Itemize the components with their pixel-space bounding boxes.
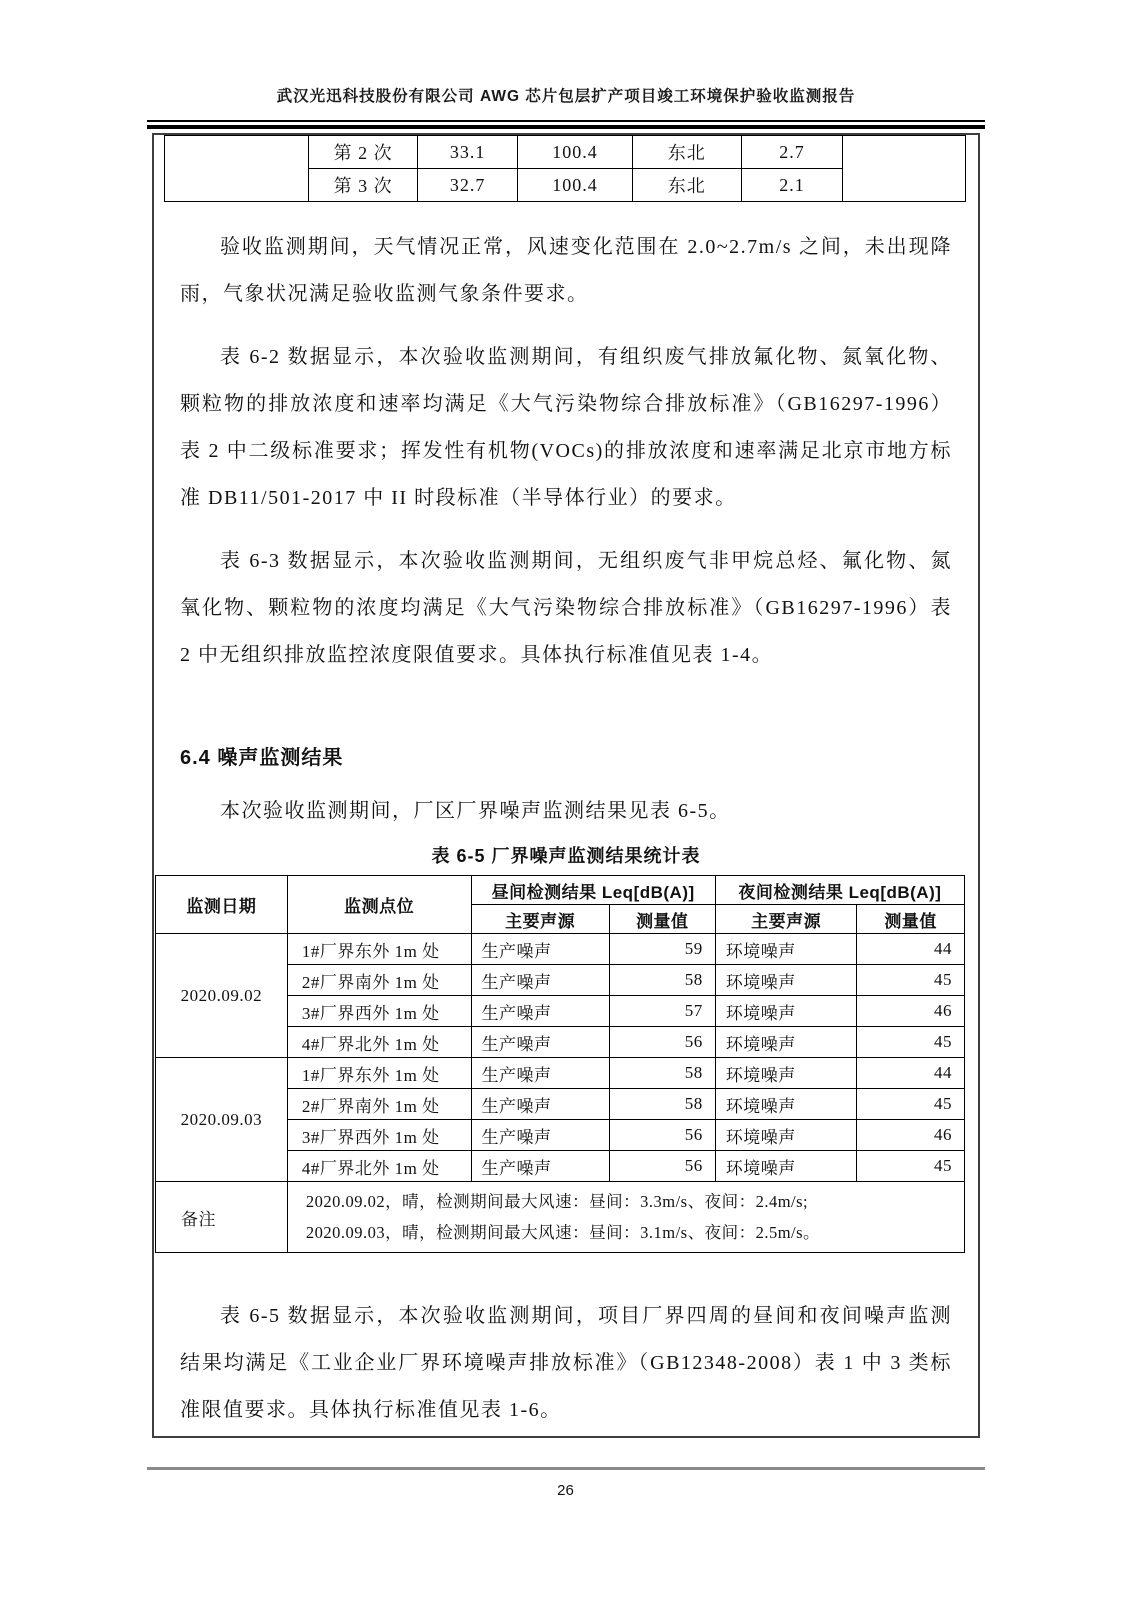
paragraph-conclusion: 表 6-5 数据显示，本次验收监测期间，项目厂界四周的昼间和夜间噪声监测结果均满足《工业企业厂界环境噪声排放标准》（GB12348-2008）表 1 中 3 类标准限值要求。具体执行标准值见表 1-6。 <box>180 1305 952 1421</box>
night-source-cell: 环境噪声 <box>715 965 857 996</box>
day-source-cell: 生产噪声 <box>471 1089 609 1120</box>
column-header-night-value: 测量值 <box>857 905 965 934</box>
night-value-cell: 44 <box>857 1058 965 1089</box>
night-source-cell: 环境噪声 <box>715 934 857 965</box>
night-value-cell: 45 <box>857 965 965 996</box>
night-value-cell: 46 <box>857 1120 965 1151</box>
date-cell: 2020.09.02 <box>156 934 288 1058</box>
table-row <box>156 934 965 965</box>
table-header-row <box>156 876 965 905</box>
table-cell: 第 3 次 <box>309 169 418 202</box>
night-value-cell: 46 <box>857 996 965 1027</box>
section-heading-6-4: 6.4 噪声监测结果 <box>180 747 344 769</box>
noise-table <box>155 875 965 1253</box>
night-value-cell: 45 <box>857 1089 965 1120</box>
day-value-cell: 57 <box>609 996 715 1027</box>
day-source-cell: 生产噪声 <box>471 1058 609 1089</box>
column-header-night-source: 主要声源 <box>715 905 857 934</box>
page-number: 26 <box>557 1482 574 1499</box>
table-remark-row <box>156 1182 965 1253</box>
night-source-cell: 环境噪声 <box>715 996 857 1027</box>
point-cell: 3#厂界西外 1m 处 <box>287 1120 471 1151</box>
column-header-point: 监测点位 <box>287 876 471 934</box>
point-cell: 1#厂界东外 1m 处 <box>287 1058 471 1089</box>
day-source-cell: 生产噪声 <box>471 1027 609 1058</box>
day-source-cell: 生产噪声 <box>471 934 609 965</box>
point-cell: 2#厂界南外 1m 处 <box>287 965 471 996</box>
remark-line-1: 2020.09.02，晴，检测期间最大风速：昼间：3.3m/s、夜间：2.4m/s; <box>305 1192 809 1211</box>
day-value-cell: 58 <box>609 1089 715 1120</box>
point-cell: 4#厂界北外 1m 处 <box>287 1027 471 1058</box>
day-value-cell: 56 <box>609 1151 715 1182</box>
day-source-cell: 生产噪声 <box>471 1151 609 1182</box>
night-source-cell: 环境噪声 <box>715 1027 857 1058</box>
point-cell: 2#厂界南外 1m 处 <box>287 1089 471 1120</box>
column-header-day-group: 昼间检测结果 Leq[dB(A)] <box>471 876 715 905</box>
page-content-frame <box>152 133 980 1438</box>
continuation-table <box>164 135 966 202</box>
table-cell: 东北 <box>632 136 741 169</box>
night-value-cell: 45 <box>857 1027 965 1058</box>
day-source-cell: 生产噪声 <box>471 965 609 996</box>
point-cell: 3#厂界西外 1m 处 <box>287 996 471 1027</box>
day-source-cell: 生产噪声 <box>471 1120 609 1151</box>
column-header-night-group: 夜间检测结果 Leq[dB(A)] <box>715 876 964 905</box>
night-source-cell: 环境噪声 <box>715 1058 857 1089</box>
night-source-cell: 环境噪声 <box>715 1151 857 1182</box>
table-cell: 第 2 次 <box>309 136 418 169</box>
day-value-cell: 56 <box>609 1120 715 1151</box>
date-cell: 2020.09.03 <box>156 1058 288 1182</box>
table-cell: 33.1 <box>418 136 518 169</box>
remark-line-2: 2020.09.03，晴，检测期间最大风速：昼间：3.1m/s、夜间：2.5m/s。 <box>305 1223 821 1242</box>
day-value-cell: 58 <box>609 1058 715 1089</box>
point-cell: 1#厂界东外 1m 处 <box>287 934 471 965</box>
footer-rule <box>147 1467 985 1470</box>
night-source-cell: 环境噪声 <box>715 1120 857 1151</box>
table-cell-empty <box>843 136 966 202</box>
night-source-cell: 环境噪声 <box>715 1089 857 1120</box>
table-cell: 32.7 <box>418 169 518 202</box>
remark-label-cell: 备注 <box>156 1182 288 1253</box>
day-value-cell: 58 <box>609 965 715 996</box>
table-row <box>165 136 966 169</box>
remark-content-cell <box>287 1182 964 1253</box>
column-header-date: 监测日期 <box>156 876 288 934</box>
night-value-cell: 45 <box>857 1151 965 1182</box>
column-header-day-source: 主要声源 <box>471 905 609 934</box>
day-value-cell: 59 <box>609 934 715 965</box>
table-cell-empty <box>165 136 309 202</box>
table-cell: 2.7 <box>741 136 843 169</box>
day-source-cell: 生产噪声 <box>471 996 609 1027</box>
point-cell: 4#厂界北外 1m 处 <box>287 1151 471 1182</box>
table-cell: 100.4 <box>518 169 633 202</box>
column-header-day-value: 测量值 <box>609 905 715 934</box>
paragraph-noise-intro: 本次验收监测期间，厂区厂界噪声监测结果见表 6-5。 <box>220 800 731 822</box>
table-row <box>156 1058 965 1089</box>
day-value-cell: 56 <box>609 1027 715 1058</box>
paragraph-table-6-2: 表 6-2 数据显示，本次验收监测期间，有组织废气排放氟化物、氮氧化物、颗粒物的排放浓度和速率均满足《大气污染物综合排放标准》（GB16297-1996）表 2 中二级标准要求；挥发性有机物(VOCs)的排放浓度和速率满足北京市地方标准 DB11/501-2017 中 II 时段标准（半导体行业）的要求。 <box>180 346 952 509</box>
noise-table-title: 表 6-5 厂界噪声监测结果统计表 <box>431 846 701 866</box>
running-header-title: 武汉光迅科技股份有限公司 AWG 芯片包层扩产项目竣工环境保护验收监测报告 <box>276 88 856 105</box>
paragraph-table-6-3: 表 6-3 数据显示，本次验收监测期间，无组织废气非甲烷总烃、氟化物、氮氧化物、颗粒物的浓度均满足《大气污染物综合排放标准》（GB16297-1996）表 2 中无组织排放监控浓度限值要求。具体执行标准值见表 1-4。 <box>180 550 952 666</box>
table-cell: 东北 <box>632 169 741 202</box>
header-double-rule <box>147 120 985 129</box>
table-cell: 100.4 <box>518 136 633 169</box>
paragraph-weather: 验收监测期间，天气情况正常，风速变化范围在 2.0~2.7m/s 之间，未出现降雨，气象状况满足验收监测气象条件要求。 <box>180 236 952 305</box>
night-value-cell: 44 <box>857 934 965 965</box>
table-cell: 2.1 <box>741 169 843 202</box>
